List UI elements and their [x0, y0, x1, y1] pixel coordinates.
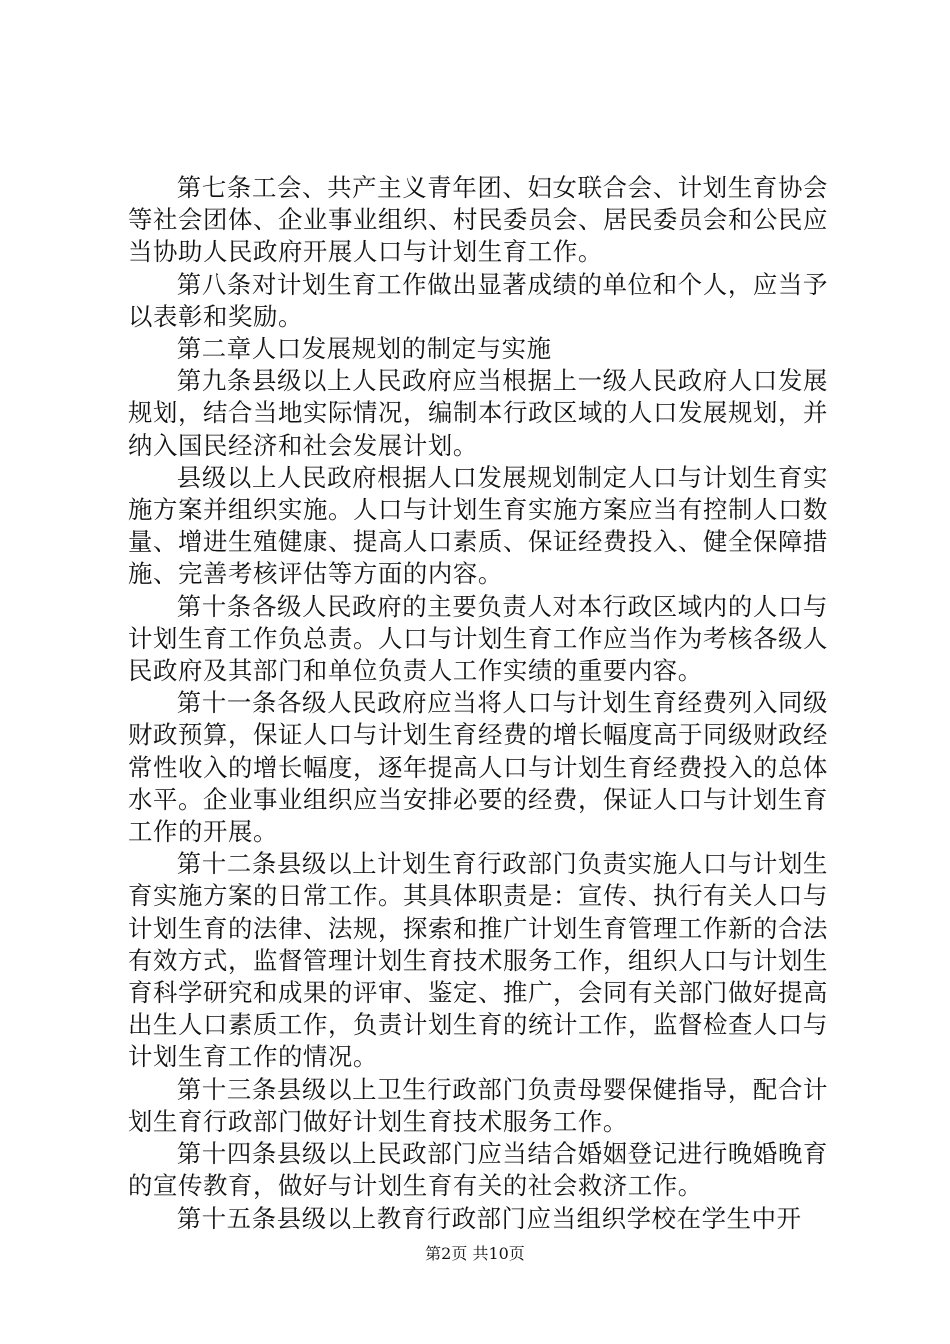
page-number: 第2页 共10页: [425, 1244, 525, 1263]
paragraph-article-9: 第九条县级以上人民政府应当根据上一级人民政府人口发展规划，结合当地实际情况，编制本行政区域的人口发展规划，并纳入国民经济和社会发展计划。: [128, 366, 828, 460]
paragraph-article-10: 第十条各级人民政府的主要负责人对本行政区域内的人口与计划生育工作负总责。人口与计划生育工作应当作为考核各级人民政府及其部门和单位负责人工作实绩的重要内容。: [128, 591, 828, 686]
paragraph-article-11: 第十一条各级人民政府应当将人口与计划生育经费列入同级财政预算，保证人口与计划生育经费的增长幅度高于同级财政经常性收入的增长幅度，逐年提高人口与计划生育经费投入的总体水平。企业事业组织应当安排必要的经费，保证人口与计划生育工作的开展。: [128, 688, 828, 847]
paragraph-article-14: 第十四条县级以上民政部门应当结合婚姻登记进行晚婚晚育的宣传教育，做好与计划生育有关的社会救济工作。: [128, 1139, 828, 1201]
paragraph-article-9-cont: 县级以上人民政府根据人口发展规划制定人口与计划生育实施方案并组织实施。人口与计划生育实施方案应当有控制人口数量、增进生殖健康、提高人口素质、保证经费投入、健全保障措施、完善考核评估等方面的内容。: [128, 462, 828, 589]
chapter-heading: 第二章人口发展规划的制定与实施: [176, 334, 552, 364]
paragraph-article-8: 第八条对计划生育工作做出显著成绩的单位和个人，应当予以表彰和奖励。: [128, 269, 828, 331]
paragraph-article-15: 第十五条县级以上教育行政部门应当组织学校在学生中开: [176, 1203, 802, 1233]
page-footer: [0, 1244, 950, 1264]
paragraph-article-7: 第七条工会、共产主义青年团、妇女联合会、计划生育协会等社会团体、企业事业组织、村民委员会、居民委员会和公民应当协助人民政府开展人口与计划生育工作。: [128, 173, 828, 267]
document-body: [128, 172, 828, 1235]
paragraph-article-12: 第十二条县级以上计划生育行政部门负责实施人口与计划生育实施方案的日常工作。其具体职责是：宣传、执行有关人口与计划生育的法律、法规，探索和推广计划生育管理工作新的合法有效方式，监督管理计划生育技术服务工作，组织人口与计划生育科学研究和成果的评审、鉴定、推广，会同有关部门做好提高出生人口素质工作，负责计划生育的统计工作，监督检查人口与计划生育工作的情况。: [128, 849, 828, 1072]
paragraph-article-13: 第十三条县级以上卫生行政部门负责母婴保健指导，配合计划生育行政部门做好计划生育技术服务工作。: [128, 1074, 828, 1136]
